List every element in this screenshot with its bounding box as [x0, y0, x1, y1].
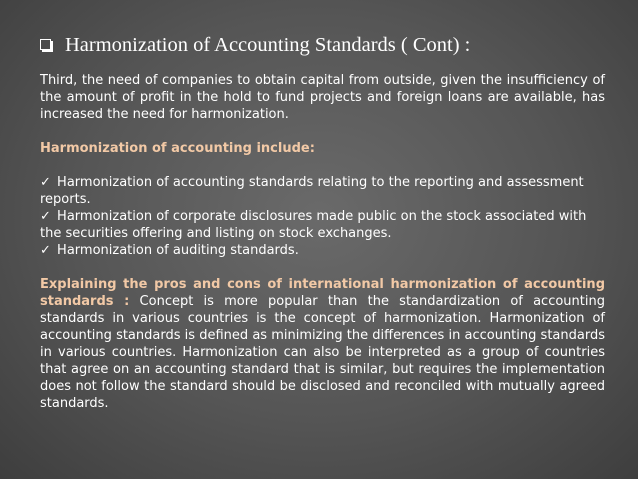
explain-paragraph — [40, 276, 605, 412]
explain-heading: Explaining the pros and cons of international harmonization of accounting standards : — [40, 277, 605, 309]
checkmark-icon: ✓ — [40, 175, 51, 190]
section-heading: Harmonization of accounting include: — [40, 141, 315, 156]
checkmark-icon: ✓ — [40, 209, 51, 224]
checklist-item-text: Harmonization of auditing standards. — [57, 243, 299, 258]
checklist-item — [40, 208, 605, 242]
explain-text: Concept is more popular than the standardization of accounting standards in various countries is the concept of harmonization. Harmonization of accounting standards is defined as minimizing the differences in accounting standards in various countries. Harmonization can also be interpreted as a group of countries that agree on an accounting standard that is similar, but requires the implementation does not follow the standard should be disclosed and reconciled with mutually agreed standards. — [40, 294, 605, 411]
checklist-item-text: Harmonization of accounting standards relating to the reporting and assessment reports. — [40, 175, 584, 207]
checkmark-icon: ✓ — [40, 243, 51, 258]
slide-title — [40, 34, 620, 57]
square-bullet-icon — [40, 39, 51, 50]
slide-title-text: Harmonization of Accounting Standards ( Cont) : — [65, 34, 471, 56]
slide-body — [40, 72, 605, 412]
checklist-item — [40, 174, 605, 208]
checklist-item — [40, 242, 605, 259]
checklist-item-text: Harmonization of corporate disclosures made public on the stock associated with the securities offering and listing on stock exchanges. — [40, 209, 587, 241]
intro-paragraph: Third, the need of companies to obtain capital from outside, given the insufficiency of the amount of profit in the hold to fund projects and foreign loans are available, has increased the need for harmonization. — [40, 73, 605, 122]
